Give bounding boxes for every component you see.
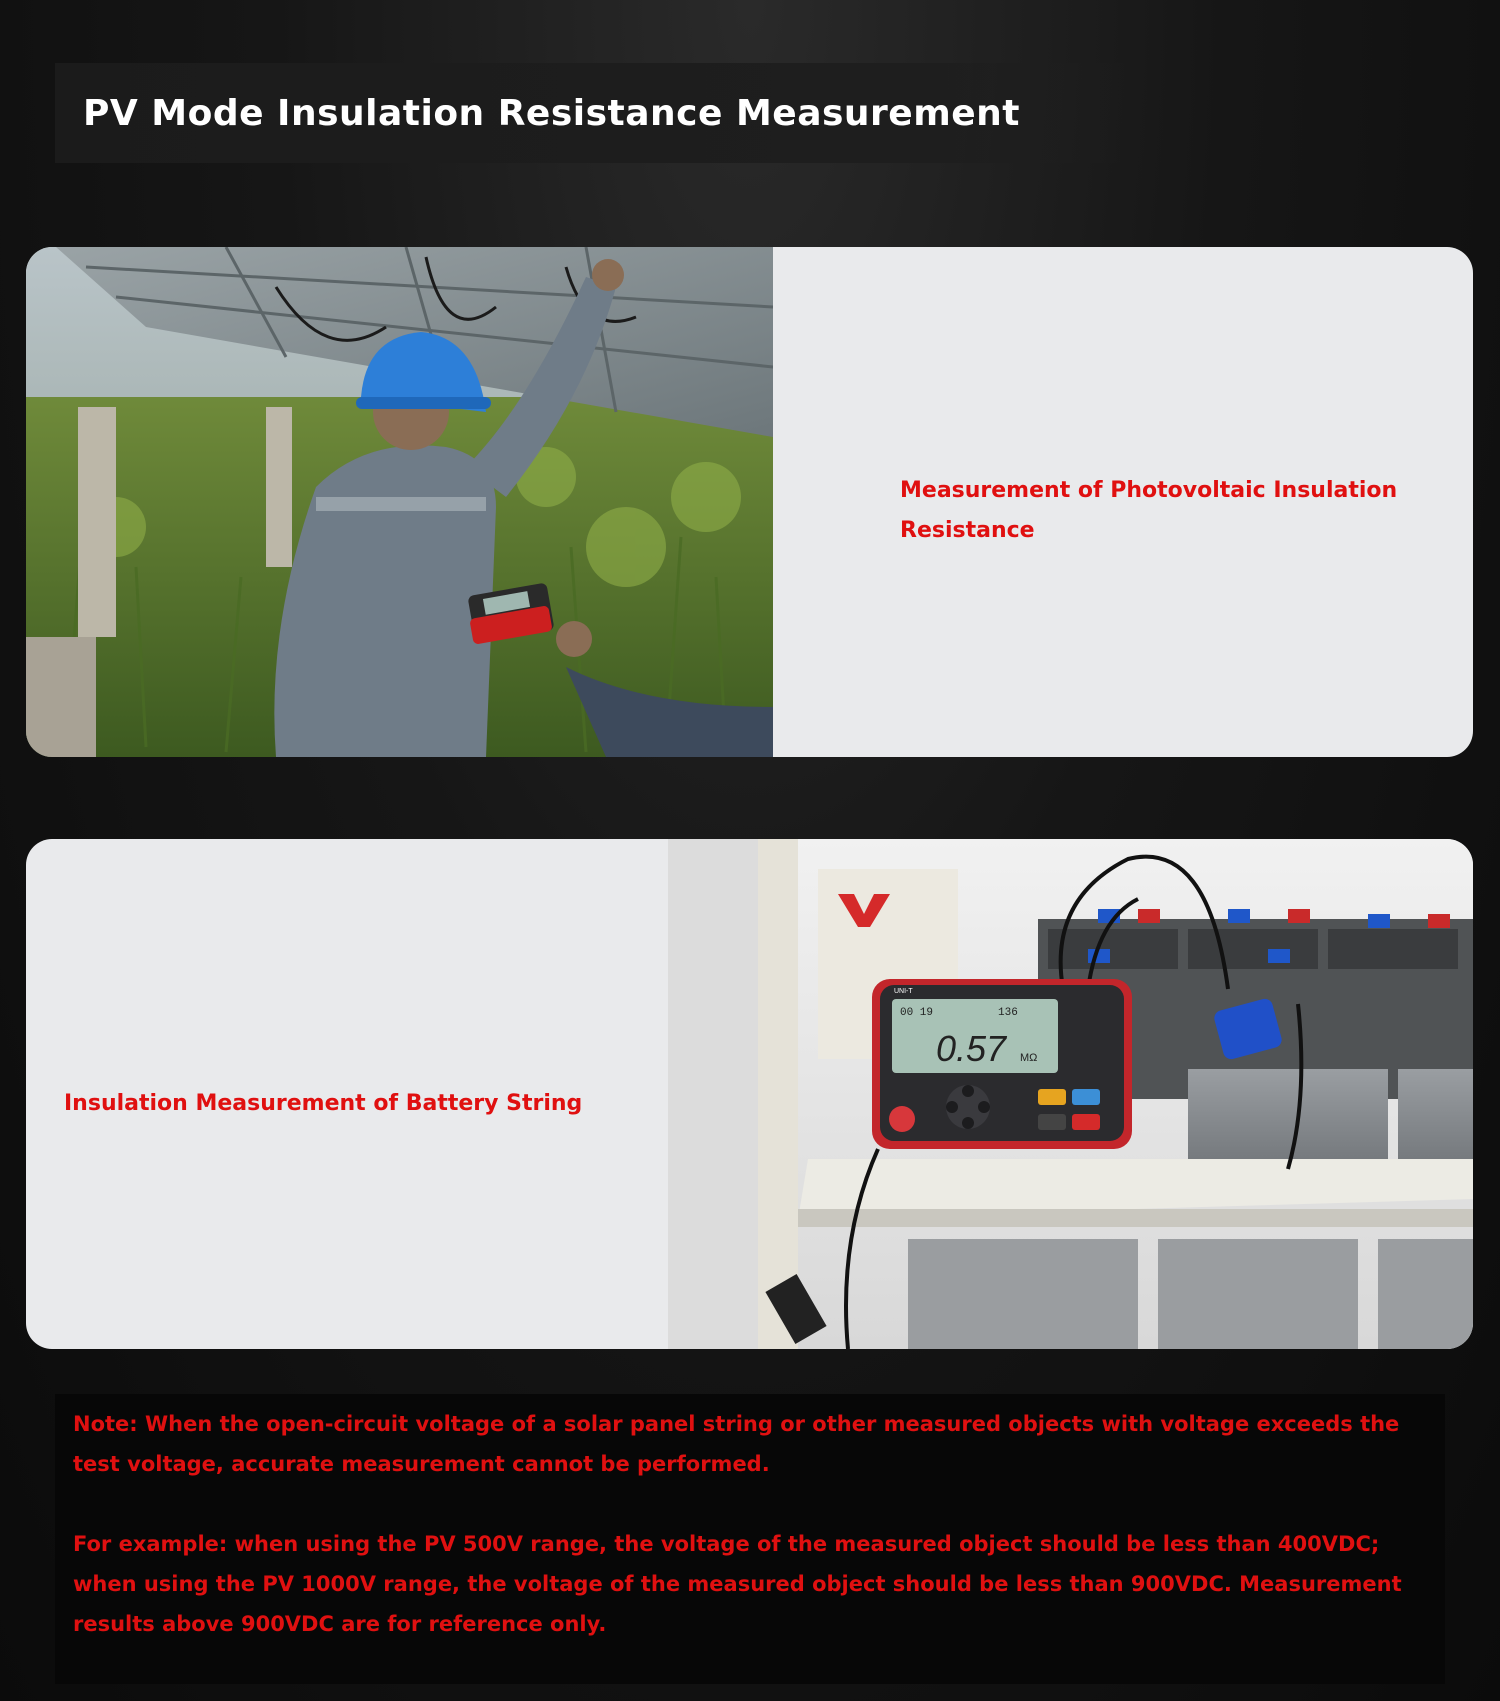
battery-string-tester-photo [668,839,1473,1349]
note-range-example: For example: when using the PV 500V range, the voltage of the measured object should be less than 400VDC; when using the PV 1000V range, the voltage of the measured object should be less than 900VDC. Measurement results above 900VDC are for reference only. [73,1532,1402,1636]
title-banner [55,63,1135,163]
battery-caption: Insulation Measurement of Battery String [64,1091,583,1116]
note-box [55,1394,1445,1684]
pv-measurement-card [26,247,1473,757]
svg-text:UNI-T: UNI-T [894,988,913,995]
svg-text:00 19: 00 19 [900,1007,934,1019]
note-open-circuit-voltage: Note: When the open-circuit voltage of a solar panel string or other measured objects with voltage exceeds the test voltage, accurate measurement cannot be performed. [73,1412,1400,1476]
page-title: PV Mode Insulation Resistance Measurement [83,92,1020,134]
pv-caption: Measurement of Photovoltaic Insulation Resistance [900,478,1398,543]
svg-text:MΩ: MΩ [1020,1052,1038,1064]
solar-panel-worker-photo [26,247,773,757]
svg-text:136: 136 [998,1007,1018,1019]
svg-text:0.57: 0.57 [936,1028,1007,1069]
battery-measurement-card [26,839,1473,1349]
